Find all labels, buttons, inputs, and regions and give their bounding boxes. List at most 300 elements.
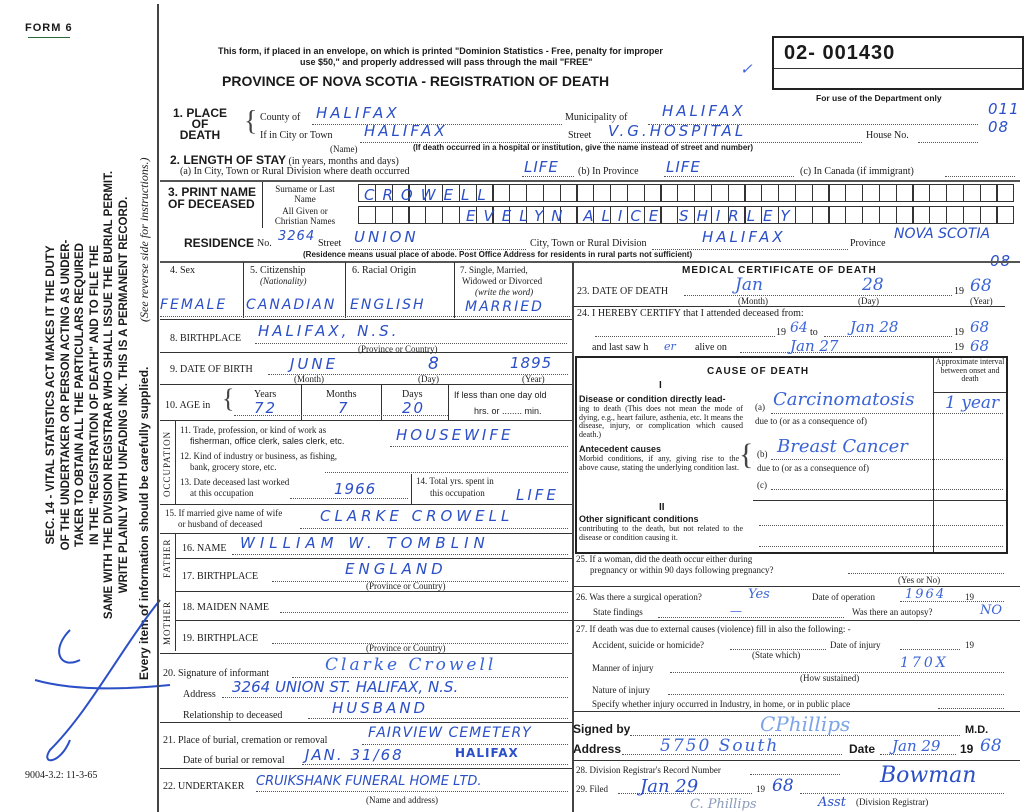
name-letter-box: [660, 184, 678, 202]
field-line: [232, 554, 568, 555]
divider: [573, 586, 1020, 587]
divider: [160, 261, 1020, 263]
month-note: (Month): [738, 296, 768, 306]
physician-address-label: Address: [573, 742, 622, 756]
trade-label: 11. Trade, profession, or kind of work as: [180, 425, 327, 435]
state-which-note: (State which): [752, 650, 801, 660]
stay-province-value[interactable]: LIFE: [666, 158, 701, 176]
notice-line: TAKER TO OBTAIN ALL THE PARTICULARS REQUIRED: [74, 243, 86, 547]
burial-city-value[interactable]: HALIFAX: [455, 746, 519, 760]
operation-date-value[interactable]: 1964: [905, 587, 947, 602]
informant-address-label: Address: [183, 689, 216, 700]
name-letter-box: [526, 184, 544, 202]
md-label: M.D.: [965, 724, 989, 736]
surgery-label: 26. Was there a surgical operation?: [576, 592, 702, 602]
burial-date-label: Date of burial or removal: [183, 755, 285, 766]
notice-line: WRITE PLAINLY WITH UNFADING INK. THIS IS A PERMANENT RECORD.: [117, 196, 130, 594]
divider: [454, 262, 455, 318]
residence-province-value[interactable]: NOVA SCOTIA: [894, 226, 991, 242]
dob-month[interactable]: JUNE: [290, 355, 339, 373]
age-days[interactable]: 20: [402, 399, 426, 417]
cause-a-interval[interactable]: 1 year: [945, 393, 1000, 413]
dod-year[interactable]: 68: [970, 276, 992, 296]
street-label: Street: [568, 130, 592, 141]
name-letter-box: [711, 184, 729, 202]
field-line: [222, 697, 568, 698]
mother-side-label: MOTHER: [162, 601, 172, 645]
to-date[interactable]: Jan 28: [850, 318, 899, 336]
name-letter-box: [996, 184, 1014, 202]
father-side-label: FATHER: [162, 538, 172, 578]
name-letter-box: [509, 184, 527, 202]
form-label: FORM 6: [25, 22, 73, 34]
divider: [753, 500, 1006, 501]
county-value[interactable]: HALIFAX: [316, 104, 400, 122]
trade-label: fisherman, office clerk, sales clerk, etc.: [190, 436, 345, 446]
field-line: [771, 489, 1003, 490]
notice-line: IN THE "REGISTRATION OF DEATH" AND TO FILE THE: [88, 245, 101, 545]
spouse-value[interactable]: CLARKE CROWELL: [320, 507, 514, 525]
name-letter-box: [627, 184, 645, 202]
name-letter-box: [728, 184, 746, 202]
informant-address[interactable]: 3264 UNION ST. HALIFAX, N.S.: [232, 678, 459, 696]
last-saw-label: and last saw h: [592, 342, 649, 353]
field-line: [771, 413, 1003, 414]
name-letter-box: [744, 184, 762, 202]
citizenship-sub: (Nationality): [260, 276, 307, 286]
name-letter-box: [694, 184, 712, 202]
name-letter-box: [442, 206, 460, 224]
part-one-label: I: [659, 380, 662, 391]
name-letter-box: [576, 184, 594, 202]
stay-canada-label: (c) In Canada (if immigrant): [800, 166, 914, 177]
total-years-label: this occupation: [430, 488, 485, 498]
dod-label: 23. DATE OF DEATH: [577, 286, 669, 297]
length-of-stay-label: 2. LENGTH OF STAY: [170, 153, 287, 167]
name-letter-box: [778, 184, 796, 202]
spouse-label: 15. If married give name of wife: [165, 508, 283, 518]
field-line: [658, 617, 844, 618]
name-letter-box: [946, 184, 964, 202]
sex-value[interactable]: FEMALE: [160, 297, 228, 313]
father-birthplace-label: 17. BIRTHPLACE: [182, 571, 259, 582]
hrs-min-label: hrs. or ........ min.: [474, 406, 542, 416]
name-letter-box: [812, 184, 830, 202]
name-letter-box: [879, 184, 897, 202]
divider: [262, 182, 263, 228]
divider: [160, 352, 572, 353]
name-letter-box: [912, 206, 930, 224]
other-conditions-title: Other significant conditions: [579, 514, 699, 524]
injury-date-label: Date of injury: [830, 640, 881, 650]
field-line: [300, 528, 568, 529]
name-letter-box: [677, 184, 695, 202]
divider: [448, 384, 449, 420]
total-years-label: 14. Total yrs. spent in: [416, 476, 494, 486]
due-to-label: due to (or as a consequence of): [757, 463, 869, 473]
direct-cause-title: Disease or condition directly lead-: [579, 394, 726, 404]
field-line: [900, 601, 1004, 602]
divider: [573, 306, 1005, 307]
burial-place-label: 21. Place of burial, cremation or removal: [163, 735, 328, 746]
from-year[interactable]: 64: [790, 320, 808, 336]
given-names-value[interactable]: EVELYN ALICE SHIRLEY: [466, 207, 798, 225]
cause-a-value[interactable]: Carcinomatosis: [773, 389, 915, 410]
divider: [933, 358, 934, 552]
given-names-label: All Given or Christian Names: [274, 206, 336, 226]
spouse-label: or husband of deceased: [178, 519, 263, 529]
autopsy-value[interactable]: NO: [980, 603, 1003, 618]
name-letter-box: [929, 206, 947, 224]
informant-signature[interactable]: Clarke Crowell: [325, 655, 497, 675]
informant-signature-label: 20. Signature of informant: [163, 668, 270, 679]
direct-cause-desc: ing to death (This does not mean the mode of dying, e.g., heart failure, asthenia, etc. It means the disease, injury, or complication which caused death.): [579, 404, 743, 439]
notice-line: SEC. 14 - VITAL STATISTICS ACT MAKES IT THE DUTY: [45, 245, 57, 545]
residence-note: (Residence means usual place of abode. Post Office Address for residents in rural parts not sufficient): [303, 250, 693, 259]
assistant-note: Asst: [818, 795, 846, 810]
last-saw-year[interactable]: 68: [970, 337, 990, 355]
stay-province-label: (b) In Province: [578, 166, 639, 177]
signed-by-label: Signed by: [573, 722, 631, 736]
county-label: County of: [260, 112, 301, 123]
undertaker-label: 22. UNDERTAKER: [163, 781, 245, 792]
name-letter-box: [761, 184, 779, 202]
residence-city-value[interactable]: HALIFAX: [702, 228, 786, 246]
birthplace-value[interactable]: HALIFAX, N.S.: [258, 322, 400, 340]
year-note: (Year): [970, 296, 993, 306]
field-line: [759, 546, 1003, 547]
name-letter-box: [912, 184, 930, 202]
father-birthplace-value[interactable]: ENGLAND: [345, 560, 447, 578]
initials-scribble: [30, 590, 170, 770]
record-number-label: 28. Division Registrar's Record Number: [576, 765, 721, 775]
field-line: [362, 744, 568, 745]
month-note: (Month): [294, 374, 324, 384]
filed-year-prefix: 19: [756, 784, 765, 794]
signed-year[interactable]: 68: [980, 736, 1002, 756]
divider: [160, 768, 572, 769]
name-letter-box: [929, 184, 947, 202]
field-line: [256, 791, 568, 792]
name-letter-box: [862, 184, 880, 202]
form-number-box: [772, 36, 1024, 90]
how-sustained-note: (How sustained): [800, 673, 860, 683]
cause-b-value[interactable]: Breast Cancer: [777, 436, 908, 457]
months-label: Months: [326, 389, 357, 400]
due-to-label: due to (or as a consequence of): [755, 416, 867, 426]
field-line: [900, 649, 960, 650]
yes-no-note: (Yes or No): [898, 575, 941, 585]
stay-city-value[interactable]: LIFE: [524, 158, 559, 176]
name-letter-box: [375, 206, 393, 224]
name-letter-box: [996, 206, 1014, 224]
name-note: (Name): [330, 144, 358, 154]
racial-origin-value[interactable]: ENGLISH: [350, 297, 426, 313]
field-line: [880, 754, 956, 755]
marital-value[interactable]: MARRIED: [465, 299, 544, 315]
stay-city-label: (a) In City, Town or Rural Division where death occurred: [180, 166, 410, 177]
to-label: to: [810, 327, 818, 338]
residence-street-label: Street: [318, 238, 342, 249]
field-line: [308, 718, 568, 719]
total-years-value[interactable]: LIFE: [516, 486, 559, 504]
field-line: [302, 764, 568, 765]
interval-label: Approximate interval between onset and death: [935, 357, 1005, 383]
place-of-death-label: 1. PLACE OF DEATH: [172, 106, 227, 142]
mail-note: This form, if placed in an envelope, on which is printed "Dominion Statistics - Free, penalty for improper: [218, 46, 663, 56]
name-letter-box: [408, 206, 426, 224]
physician-address[interactable]: 5750 South: [660, 736, 780, 756]
father-name-label: 16. NAME: [182, 543, 227, 554]
length-of-stay-sub: (in years, months and days): [288, 156, 399, 167]
manner-label: Manner of injury: [592, 663, 654, 673]
to-year-prefix: 19: [954, 327, 964, 338]
city-value[interactable]: HALIFAX: [364, 122, 448, 140]
findings-value[interactable]: —: [730, 604, 742, 618]
less-than-day-label: If less than one day old: [454, 390, 547, 400]
residence-street-value[interactable]: UNION: [354, 228, 419, 246]
name-letter-box: [845, 206, 863, 224]
name-letter-box: [828, 184, 846, 202]
divider: [243, 262, 244, 318]
name-letter-box: [980, 184, 998, 202]
cause-a-label: (a): [755, 402, 765, 412]
field-line: [668, 694, 1004, 695]
operation-year-prefix: 19: [965, 592, 974, 602]
divider: [175, 591, 572, 592]
hospital-note: (If death occurred in a hospital or institution, give the name instead of street and number): [413, 143, 754, 152]
field-line: [622, 754, 842, 755]
nature-label: Nature of injury: [592, 685, 650, 695]
filed-label: 29. Filed: [576, 784, 609, 794]
field-line: [771, 459, 1003, 460]
divider: [175, 533, 176, 651]
burial-date-value[interactable]: JAN. 31/68: [305, 746, 404, 764]
brace: {: [739, 438, 754, 471]
name-letter-box: [879, 206, 897, 224]
field-line: [800, 793, 1004, 794]
street-value[interactable]: V.G.HOSPITAL: [608, 122, 747, 140]
divider: [175, 558, 572, 559]
residence-city-label: City, Town or Rural Division: [530, 238, 647, 249]
divider: [411, 474, 412, 504]
age-label: 10. AGE in: [165, 400, 211, 411]
marital-sub: (write the word): [475, 287, 534, 297]
autopsy-label: Was there an autopsy?: [852, 607, 933, 617]
dod-year-prefix: 19: [954, 286, 964, 297]
marital-label: Widowed or Divorced: [462, 276, 543, 286]
dob-year[interactable]: 1895: [510, 354, 553, 372]
name-letter-box: [980, 206, 998, 224]
name-letter-box: [812, 206, 830, 224]
field-line: [684, 295, 952, 296]
citizenship-value[interactable]: CANADIAN: [246, 297, 337, 313]
residence-no-value[interactable]: 3264: [278, 229, 316, 244]
divider: [573, 620, 1020, 621]
industry-label: 12. Kind of industry or business, as fishing,: [180, 451, 337, 461]
divider: [28, 37, 70, 38]
divider: [160, 180, 1020, 182]
see-reverse-note: (See reverse side for instructions.): [137, 157, 151, 322]
dob-label: 9. DATE OF BIRTH: [170, 364, 253, 375]
last-worked-label: at this occupation: [190, 488, 254, 498]
undertaker-value[interactable]: CRUIKSHANK FUNERAL HOME LTD.: [256, 774, 482, 789]
maiden-name-label: 18. MAIDEN NAME: [182, 602, 269, 613]
racial-origin-label: 6. Racial Origin: [352, 265, 417, 276]
name-letter-box: [610, 184, 628, 202]
filed-date[interactable]: Jan 29: [640, 776, 699, 797]
part-two-label: II: [659, 502, 665, 513]
surname-label: Surname or Last Name: [275, 184, 335, 204]
province-country-note: (Province or Country): [366, 643, 446, 653]
last-worked-value[interactable]: 1966: [334, 480, 377, 498]
dept-only-label: For use of the Department only: [816, 93, 942, 103]
dod-month[interactable]: Jan: [735, 275, 763, 295]
from-year-prefix: 19: [776, 327, 786, 338]
industry-label: bank, grocery store, etc.: [190, 462, 277, 472]
manner-value[interactable]: 170X: [900, 655, 949, 671]
field-line: [390, 446, 568, 447]
field-line: [918, 142, 978, 143]
name-letter-box: [593, 184, 611, 202]
surgery-value[interactable]: Yes: [748, 587, 770, 602]
name-letter-box: [896, 184, 914, 202]
house-no-label: House No.: [866, 130, 909, 141]
form-border: [157, 4, 159, 812]
divider: [160, 319, 572, 320]
years-label: Years: [254, 389, 277, 400]
residence-label: RESIDENCE: [184, 236, 255, 250]
field-line: [664, 176, 794, 177]
pregnancy-label: 25. If a woman, did the death occur either during: [576, 554, 753, 564]
name-letter-box: [392, 206, 410, 224]
cause-of-death-title: CAUSE OF DEATH: [707, 366, 810, 377]
statutory-notice: [44, 160, 131, 630]
divider: [160, 504, 572, 505]
trade-value[interactable]: HOUSEWIFE: [396, 426, 514, 444]
municipality-label: Municipality of: [565, 112, 628, 123]
injury-year-prefix: 19: [965, 640, 974, 650]
findings-label: State findings: [593, 607, 643, 617]
name-letter-box: [963, 184, 981, 202]
field-line: [234, 415, 448, 416]
antecedent-desc: Morbid conditions, if any, giving rise to the above cause, stating the underlying condition last.: [579, 454, 739, 472]
filed-year[interactable]: 68: [772, 776, 794, 796]
division-registrar-note: (Division Registrar): [856, 797, 929, 807]
operation-date-label: Date of operation: [812, 592, 875, 602]
dod-day[interactable]: 28: [862, 275, 884, 295]
marital-label: 7. Single, Married,: [460, 265, 528, 275]
field-line: [595, 336, 775, 337]
where-label: Specify whether injury occurred in Industry, in home, or in public place: [592, 699, 851, 709]
name-letter-box: [425, 206, 443, 224]
cause-of-death-box: [575, 356, 1008, 554]
residence-no-label: No.: [257, 238, 272, 249]
field-line: [740, 352, 952, 353]
notice-line: OF THE UNDERTAKER OR PERSON ACTING AS UNDER-: [59, 239, 72, 551]
name-letter-box: [560, 184, 578, 202]
divider: [774, 68, 1022, 69]
every-item-note: Every item of information should be carefully supplied.: [137, 366, 151, 680]
province-country-note: (Province or Country): [366, 581, 446, 591]
municipality-value[interactable]: HALIFAX: [662, 102, 746, 120]
registrar-signature[interactable]: Bowman: [880, 763, 977, 788]
name-letter-box: [795, 184, 813, 202]
name-letter-box: [492, 184, 510, 202]
province-country-note: (Province or Country): [358, 344, 438, 354]
day-note: (Day): [418, 374, 439, 384]
mail-note: use $50," and properly addressed will pass through the mail "FREE": [300, 57, 593, 67]
field-line: [280, 612, 568, 613]
age-years[interactable]: 72: [254, 399, 278, 417]
divider: [160, 653, 572, 654]
external-causes-label: 27. If death was due to external causes (violence) fill in also the following: -: [576, 624, 851, 634]
field-line: [945, 176, 1015, 177]
name-letter-box: [946, 206, 964, 224]
page-title: PROVINCE OF NOVA SCOTIA - REGISTRATION OF DEATH: [222, 73, 610, 89]
name-letter-box: [845, 184, 863, 202]
name-letter-box: [828, 206, 846, 224]
form-code: 9004-3.2: 11-3-65: [25, 770, 98, 781]
birthplace-label: 8. BIRTHPLACE: [170, 333, 242, 344]
antecedent-title: Antecedent causes: [579, 444, 662, 454]
physician-signature[interactable]: CPhillips: [760, 712, 851, 736]
field-line: [759, 525, 1003, 526]
brace: {: [244, 106, 258, 137]
field-line: [848, 573, 1004, 574]
name-letter-box: [896, 206, 914, 224]
divider: [573, 760, 1020, 761]
relationship-value[interactable]: HUSBAND: [332, 699, 429, 717]
divider: [345, 262, 346, 318]
signed-date[interactable]: Jan 29: [892, 737, 941, 755]
last-saw-her[interactable]: er: [664, 340, 676, 353]
relationship-label: Relationship to deceased: [183, 710, 283, 721]
form-number: 02- 001430: [784, 42, 896, 64]
name-letter-box: [862, 206, 880, 224]
field-line: [824, 336, 952, 337]
notice-line: SAME WITH THE DIVISION REGISTRAR WHO SHALL ISSUE THE BURIAL PERMIT.: [103, 170, 115, 620]
name-letter-box: [543, 184, 561, 202]
citizenship-label: 5. Citizenship: [250, 265, 306, 276]
field-line: [325, 472, 568, 473]
surname-value[interactable]: CROWELL: [364, 186, 494, 204]
name-letter-box: [963, 206, 981, 224]
burial-place-value[interactable]: FAIRVIEW CEMETERY: [368, 725, 532, 741]
cause-b-label: (b): [757, 449, 768, 459]
name-letter-box: [358, 206, 376, 224]
other-conditions-desc: contributing to the death, but not related to the disease or condition causing it.: [579, 524, 743, 542]
field-line: [290, 498, 408, 499]
last-saw-date[interactable]: Jan 27: [790, 337, 839, 355]
field-line: [522, 176, 574, 177]
divider: [175, 620, 572, 621]
divider: [160, 722, 572, 723]
cause-c-label: (c): [757, 480, 767, 490]
signed-year-prefix: 19: [960, 742, 974, 756]
pregnancy-label: pregnancy or within 90 days following pregnancy?: [590, 565, 774, 575]
dob-day[interactable]: 8: [428, 354, 442, 374]
occupation-side-label: OCCUPATION: [162, 430, 172, 497]
check-mark: ✓: [740, 60, 753, 78]
age-months[interactable]: 7: [338, 399, 351, 417]
brace: {: [222, 384, 235, 413]
father-name-value[interactable]: WILLIAM W. TOMBLIN: [240, 534, 490, 552]
undertaker-note: (Name and address): [366, 795, 438, 805]
alive-on-label: alive on: [695, 342, 727, 353]
residence-province-label: Province: [850, 238, 886, 249]
to-year[interactable]: 68: [970, 318, 990, 336]
